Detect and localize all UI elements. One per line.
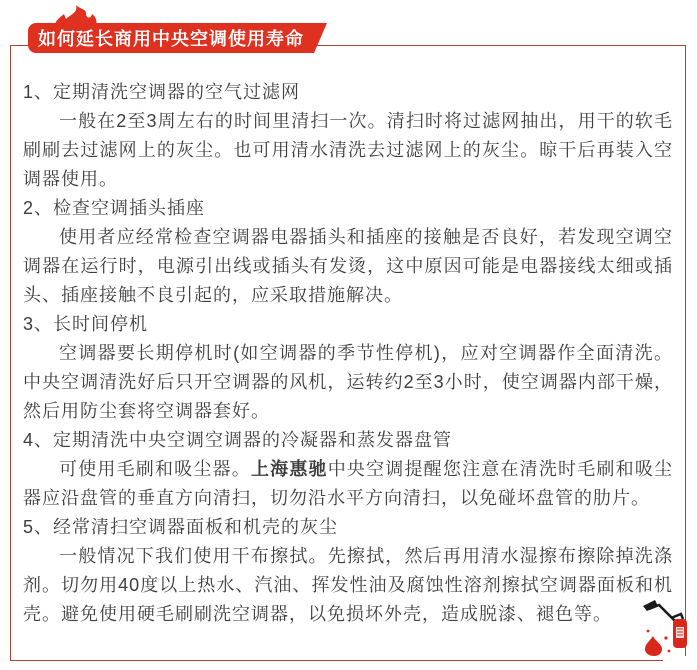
section-4-body-after: 中央空调提醒您注意在清洗时毛刷和吸尘器应沿盘管的垂直方向清扫，切勿沿水平方向清扫，以免碰坏盘管的肋片。 <box>23 459 674 508</box>
section-4 <box>23 426 673 513</box>
section-4-body <box>23 455 673 513</box>
section-2 <box>23 194 673 310</box>
fire-extinguisher-icon <box>635 596 697 662</box>
content-box <box>10 45 686 661</box>
section-1-body: 一般在2至3周左右的时间里清扫一次。清扫时将过滤网抽出，用干的软毛刷刷去过滤网上的灰尘。也可用清水清洗去过滤网上的灰尘。晾干后再装入空调器使用。 <box>23 111 673 189</box>
section-1 <box>23 78 673 194</box>
section-3-heading: 3、长时间停机 <box>23 314 149 334</box>
section-2-heading: 2、检查空调插头插座 <box>23 198 206 218</box>
section-4-body-before: 可使用毛刷和吸尘器。 <box>59 459 251 479</box>
section-3-body: 空调器要长期停机时(如空调器的季节性停机)，应对空调器作全面清洗。中央空调清洗好后只开空调器的风机，运转约2至3小时，使空调器内部干燥，然后用防尘套将空调器套好。 <box>23 343 673 421</box>
section-5 <box>23 513 673 629</box>
page-title: 如何延长商用中央空调使用寿命 <box>38 29 304 49</box>
section-4-heading: 4、定期清洗中央空调空调器的冷凝器和蒸发器盘管 <box>23 430 453 450</box>
section-3 <box>23 310 673 426</box>
section-5-heading: 5、经常清扫空调器面板和机壳的灰尘 <box>23 517 339 537</box>
title-banner <box>28 23 314 53</box>
section-2-body: 使用者应经常检查空调器电器插头和插座的接触是否良好，若发现空调空调器在运行时，电源引出线或插头有发烫，这中原因可能是电器接线太细或插头、插座接触不良引起的，应采取措施解决。 <box>23 227 673 305</box>
section-1-heading: 1、定期清洗空调器的空气过滤网 <box>23 82 301 102</box>
article-content <box>11 46 685 629</box>
section-5-body: 一般情况下我们使用干布擦拭。先擦拭，然后再用清水湿擦布擦除掉洗涤剂。切勿用40度以上热水、汽油、挥发性油及腐蚀性溶剂擦拭空调器面板和机壳。避免使用硬毛刷刷洗空调器，以免损坏外壳，造成脱漆、褪色等。 <box>23 546 673 624</box>
banner-slant-edge <box>314 23 327 53</box>
brand-name: 上海惠驰 <box>250 459 328 479</box>
